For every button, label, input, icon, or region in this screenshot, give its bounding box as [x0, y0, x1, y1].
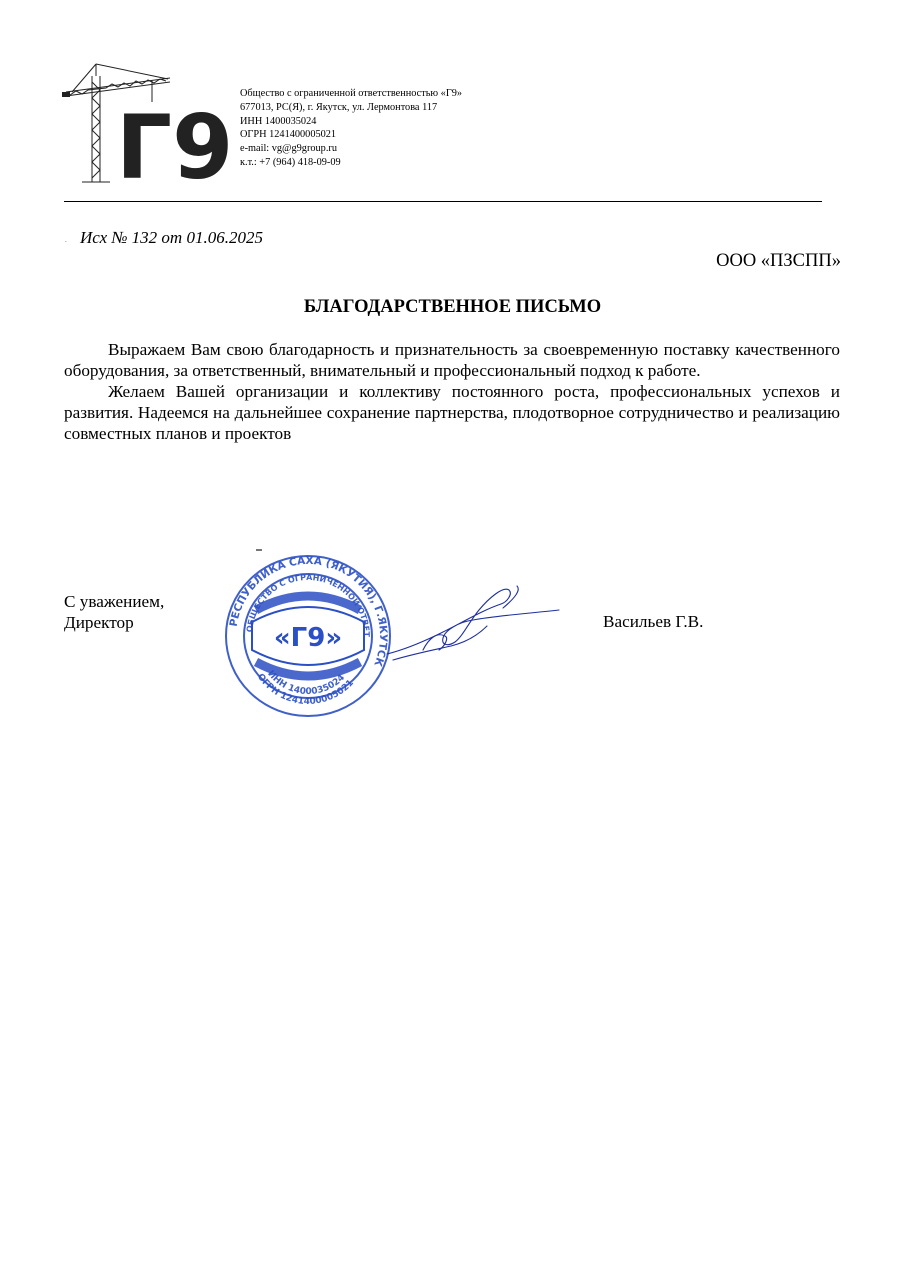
company-logo	[62, 62, 234, 199]
closing-phrase: С уважением,	[64, 592, 165, 611]
logo-text: Г9	[116, 96, 234, 199]
signer-name: Васильев Г.В.	[603, 612, 704, 631]
scan-mark	[256, 549, 262, 551]
handwritten-signature	[383, 580, 563, 670]
margin-mark: .	[65, 236, 67, 244]
company-name: Общество с ограниченной ответственностью «Г9»	[240, 88, 463, 99]
header-divider	[64, 201, 822, 202]
paragraph: Желаем Вашей организации и коллективу постоянного роста, профессиональных успехов и развития. Надеемся на дальнейшее сохранение партнерства, плодотворное сотрудничество и реализацию совместных планов и проектов	[64, 382, 840, 443]
company-address: 677013, РС(Я), г. Якутск, ул. Лермонтова 117	[240, 101, 438, 113]
signer-position: Директор	[64, 613, 134, 632]
closing-block	[64, 591, 164, 633]
stamp-outer-ring: РЕСПУБЛИКА САХА (ЯКУТИЯ), Г.ЯКУТСК	[227, 554, 390, 668]
company-email: e-mail: vg@g9group.ru	[240, 143, 337, 155]
company-inn: ИНН 1400035024	[240, 115, 317, 127]
stamp-center-text: «Г9»	[273, 623, 343, 653]
recipient: ООО «ПЗСПП»	[716, 251, 841, 271]
letter-body	[64, 339, 840, 444]
company-phone: к.т.: +7 (964) 418-09-09	[240, 156, 341, 168]
outgoing-reference: Исх № 132 от 01.06.2025	[80, 228, 263, 247]
company-info	[240, 87, 462, 170]
company-stamp	[222, 552, 394, 720]
stamp-inner-ring: ОБЩЕСТВО С ОГРАНИЧЕННОЙ ОТВЕТ	[245, 572, 372, 638]
company-ogrn: ОГРН 1241400005021	[240, 129, 337, 141]
stamp-ogrn: ОГРН 1241400005021	[254, 672, 356, 708]
letter-title: БЛАГОДАРСТВЕННОЕ ПИСЬМО	[303, 297, 602, 317]
stamp-inn: ИНН 1400035024	[265, 668, 348, 698]
paragraph: Выражаем Вам свою благодарность и признательность за своевременную поставку качественного оборудования, за ответственный, внимательный и профессиональный подход к работе.	[64, 340, 840, 380]
